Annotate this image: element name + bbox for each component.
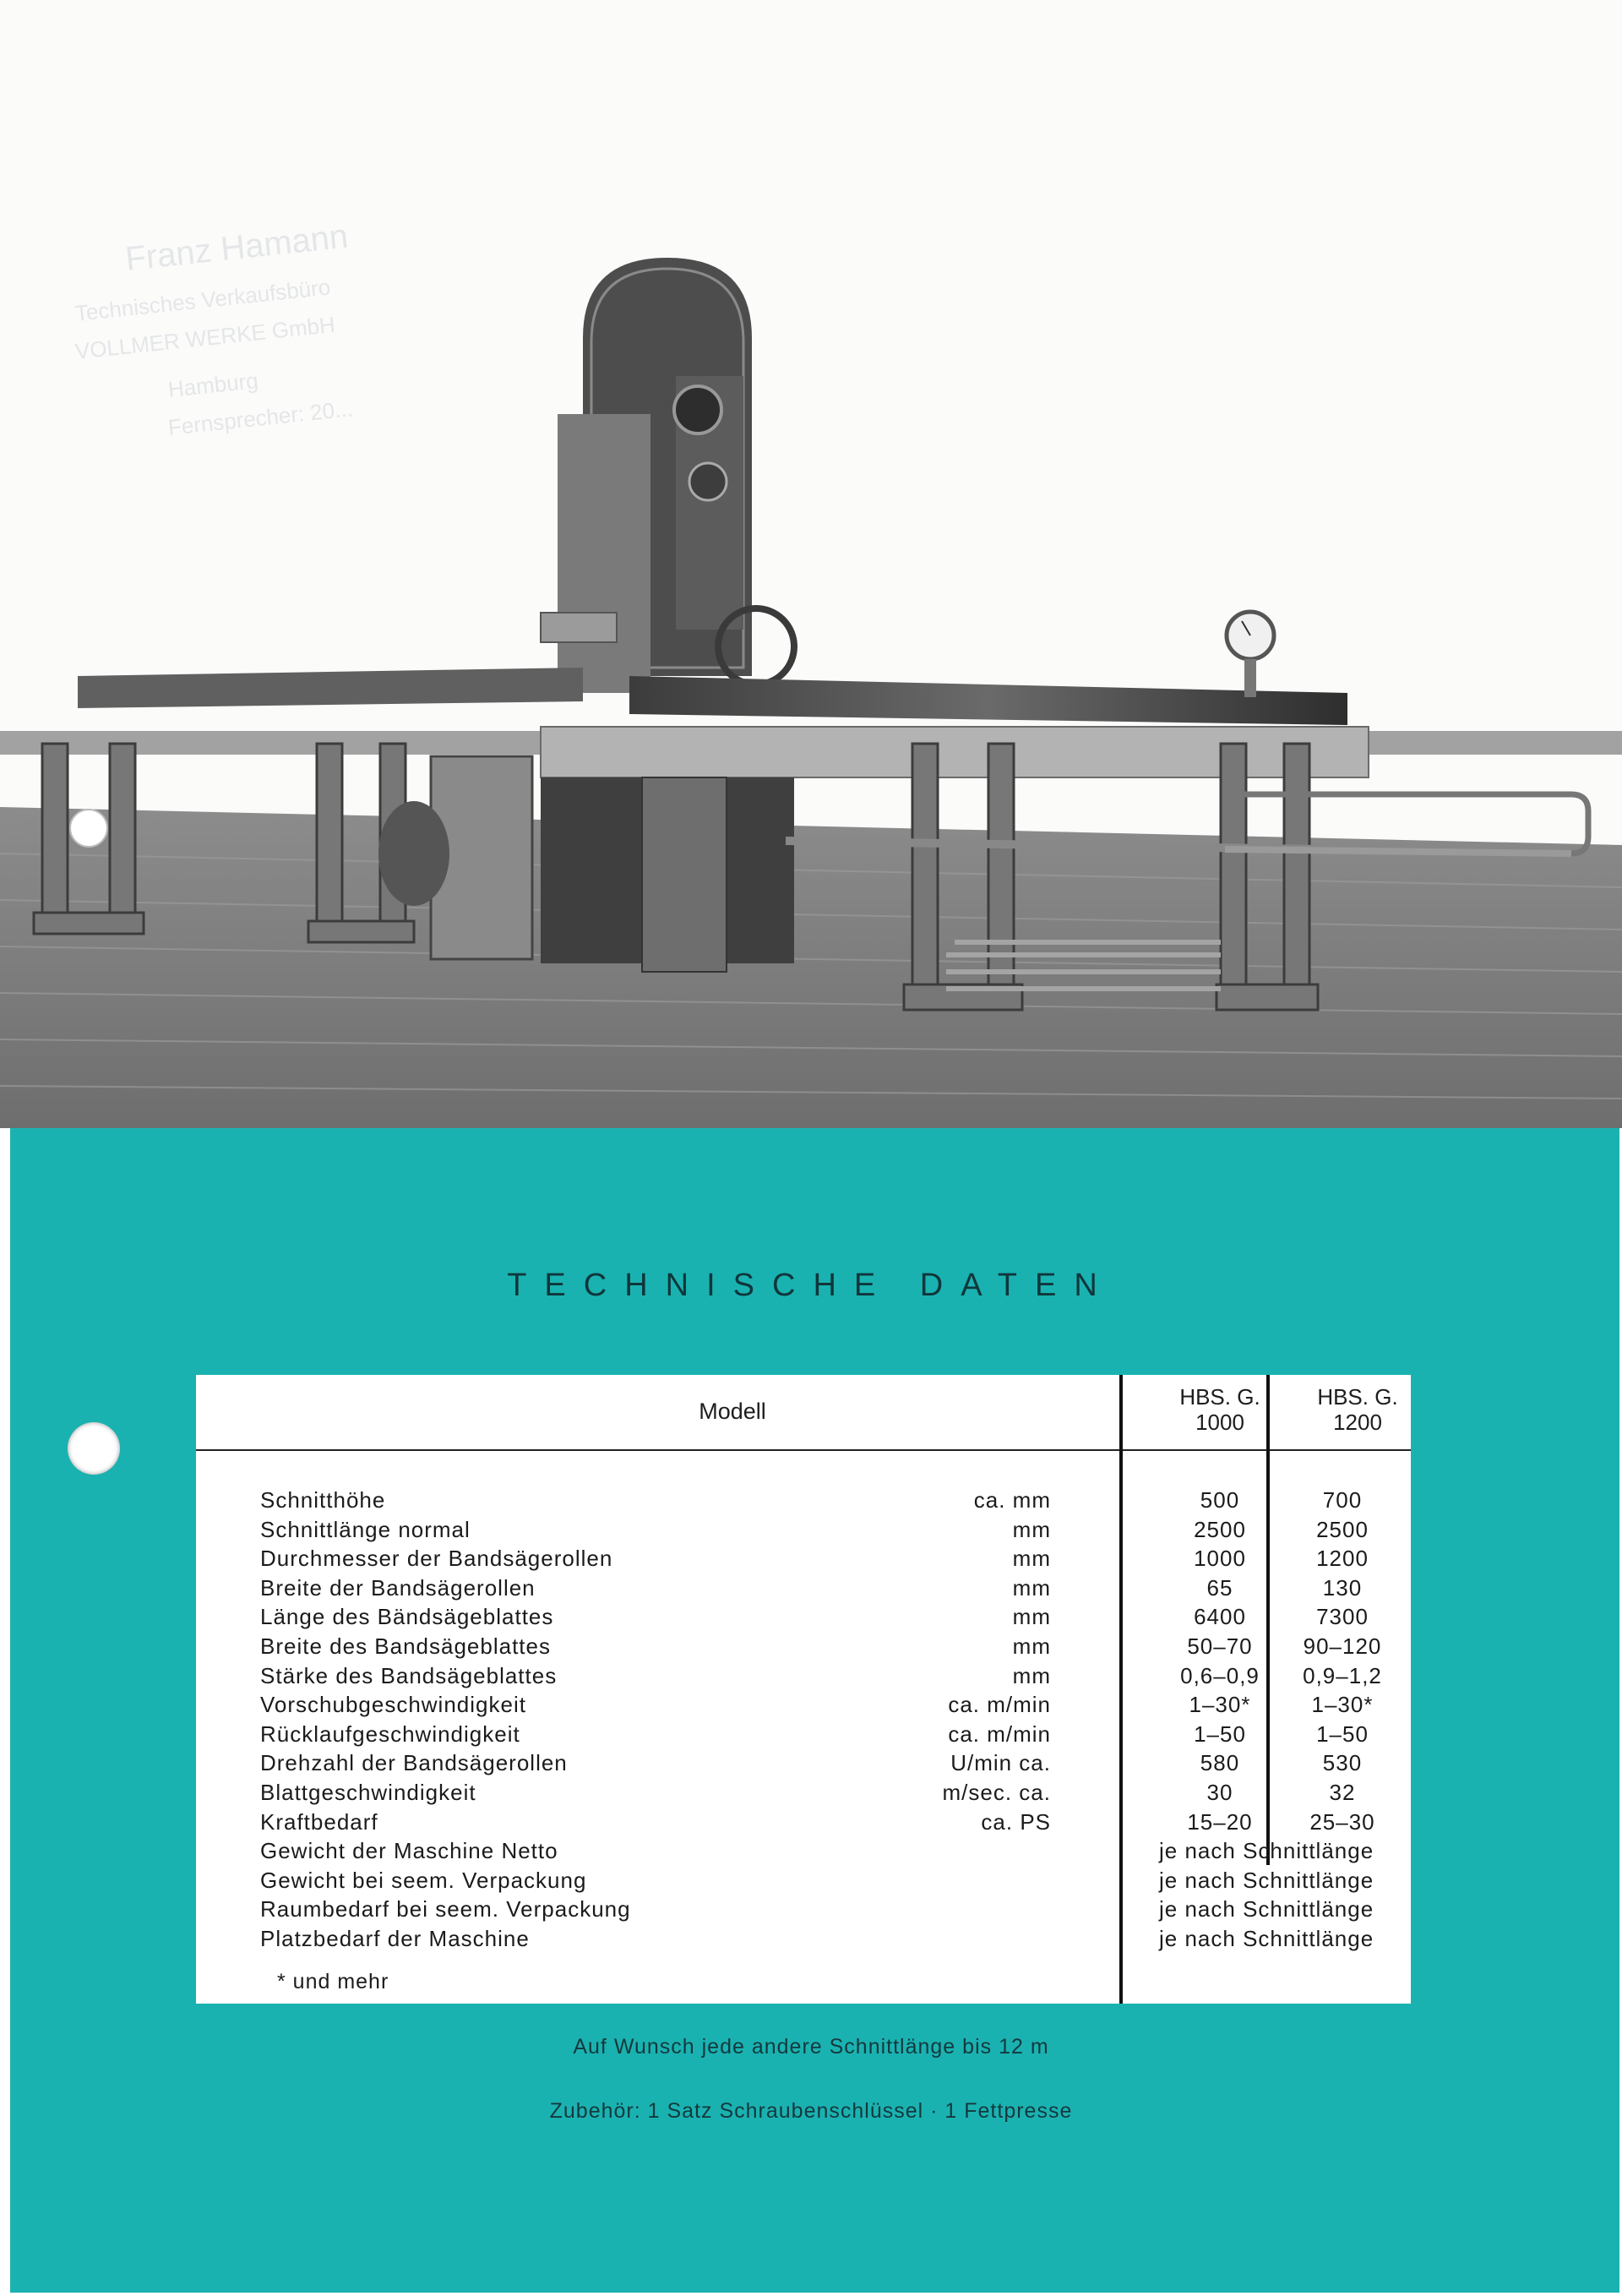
column-header-line1: HBS. G. — [1317, 1384, 1398, 1410]
spec-value-1200: 530 — [1322, 1750, 1363, 1776]
table-row — [196, 1809, 1411, 1839]
spec-value-1000: 580 — [1200, 1750, 1240, 1776]
spec-value-1200: 700 — [1322, 1487, 1363, 1513]
svg-text:Hamburg: Hamburg — [166, 367, 259, 402]
column-header-line1: HBS. G. — [1179, 1384, 1260, 1410]
spec-label: Platzbedarf der Maschine — [260, 1925, 530, 1951]
spec-value-1200: 32 — [1329, 1779, 1356, 1805]
dealer-stamp — [73, 218, 354, 440]
table-row — [196, 1575, 1411, 1605]
column-header-line2: 1000 — [1195, 1410, 1244, 1435]
spec-label: Breite des Bandsägeblattes — [260, 1633, 551, 1659]
spec-label: Schnittlänge normal — [260, 1516, 471, 1542]
spec-value-1000: 65 — [1206, 1574, 1233, 1601]
spec-label: Drehzahl der Bandsägerollen — [260, 1750, 568, 1776]
spec-label: Breite der Bandsägerollen — [260, 1574, 536, 1601]
spec-label: Länge des Bändsägeblattes — [260, 1604, 554, 1630]
spec-unit: mm — [1012, 1604, 1051, 1630]
spec-unit: mm — [1012, 1633, 1051, 1659]
spec-label: Schnitthöhe — [260, 1487, 386, 1513]
table-row — [196, 1633, 1411, 1663]
spec-label: Raumbedarf bei seem. Verpackung — [260, 1896, 631, 1922]
spec-value-1000: 2500 — [1194, 1516, 1246, 1542]
spec-value-1000: 500 — [1200, 1487, 1240, 1513]
machine-photo — [0, 0, 1622, 1128]
spec-value-span: je nach Schnittlänge — [1159, 1867, 1374, 1893]
table-row — [196, 1692, 1411, 1721]
table-row — [196, 1546, 1411, 1575]
spec-unit: U/min ca. — [950, 1750, 1051, 1776]
spec-unit: mm — [1012, 1574, 1051, 1601]
spec-value-span: je nach Schnittlänge — [1159, 1925, 1374, 1951]
spec-label: Kraftbedarf — [260, 1808, 378, 1835]
table-row — [196, 1868, 1411, 1897]
svg-text:Fernsprecher: 20...: Fernsprecher: 20... — [166, 395, 355, 440]
spec-value-1200: 1200 — [1316, 1546, 1369, 1572]
table-row — [196, 1517, 1411, 1546]
punch-hole — [70, 810, 107, 847]
spec-value-1000: 15–20 — [1187, 1808, 1253, 1835]
spec-label: Gewicht bei seem. Verpackung — [260, 1867, 587, 1893]
spec-unit: ca. m/min — [948, 1692, 1051, 1718]
spec-label: Rücklaufgeschwindigkeit — [260, 1721, 520, 1747]
svg-text:Franz Hamann: Franz Hamann — [123, 217, 351, 278]
spec-unit: ca. PS — [981, 1808, 1051, 1835]
spec-unit: mm — [1012, 1546, 1051, 1572]
spec-unit: mm — [1012, 1662, 1051, 1688]
spec-value-1000: 1–30* — [1189, 1692, 1251, 1718]
spec-value-1200: 2500 — [1316, 1516, 1369, 1542]
table-row — [196, 1896, 1411, 1926]
spec-value-1000: 1000 — [1194, 1546, 1246, 1572]
spec-label: Gewicht der Maschine Netto — [260, 1838, 558, 1864]
technical-data-table — [196, 1375, 1411, 2004]
footnote: * und mehr — [277, 1970, 389, 1993]
svg-text:Technisches Verkaufsbüro: Technisches Verkaufsbüro — [73, 274, 332, 326]
spec-unit: m/sec. ca. — [942, 1779, 1051, 1805]
spec-label: Blattgeschwindigkeit — [260, 1779, 476, 1805]
spec-value-1000: 6400 — [1194, 1604, 1246, 1630]
option-note: Auf Wunsch jede andere Schnittlänge bis 12 m — [573, 2035, 1049, 2059]
model-header: Modell — [699, 1399, 766, 1424]
spec-value-1000: 0,6–0,9 — [1180, 1662, 1260, 1688]
table-row — [196, 1838, 1411, 1868]
spec-value-1200: 1–50 — [1316, 1721, 1369, 1747]
column-header-line2: 1200 — [1333, 1410, 1382, 1435]
spec-unit: ca. m/min — [948, 1721, 1051, 1747]
table-row — [196, 1663, 1411, 1693]
spec-value-1200: 0,9–1,2 — [1303, 1662, 1382, 1688]
table-row — [196, 1926, 1411, 1955]
spec-rows — [196, 1487, 1411, 1955]
table-row — [196, 1780, 1411, 1809]
column-header-hbsg-1200 — [1290, 1384, 1425, 1435]
table-row — [196, 1750, 1411, 1780]
spec-unit: mm — [1012, 1516, 1051, 1542]
svg-text:VOLLMER WERKE GmbH: VOLLMER WERKE GmbH — [73, 311, 337, 364]
spec-value-span: je nach Schnittlänge — [1159, 1896, 1374, 1922]
band-saw-illustration — [0, 0, 1622, 1128]
spec-value-1200: 7300 — [1316, 1604, 1369, 1630]
spec-value-span: je nach Schnittlänge — [1159, 1838, 1374, 1864]
spec-label: Stärke des Bandsägeblattes — [260, 1662, 558, 1688]
spec-value-1200: 90–120 — [1303, 1633, 1382, 1659]
spec-value-1000: 1–50 — [1194, 1721, 1246, 1747]
table-row — [196, 1604, 1411, 1633]
spec-value-1200: 1–30* — [1311, 1692, 1374, 1718]
header-divider — [196, 1449, 1411, 1451]
table-row — [196, 1487, 1411, 1517]
spec-label: Durchmesser der Bandsägerollen — [260, 1546, 613, 1572]
spec-value-1200: 25–30 — [1309, 1808, 1375, 1835]
punch-hole-lower — [68, 1422, 120, 1475]
table-row — [196, 1721, 1411, 1751]
spec-value-1000: 30 — [1206, 1779, 1233, 1805]
spec-value-1000: 50–70 — [1187, 1633, 1253, 1659]
section-title: TECHNISCHE DATEN — [507, 1268, 1115, 1303]
spec-unit: ca. mm — [973, 1487, 1051, 1513]
accessories-note: Zubehör: 1 Satz Schraubenschlüssel · 1 Fettpresse — [549, 2099, 1073, 2123]
spec-value-1200: 130 — [1322, 1574, 1363, 1601]
spec-label: Vorschubgeschwindigkeit — [260, 1692, 526, 1718]
